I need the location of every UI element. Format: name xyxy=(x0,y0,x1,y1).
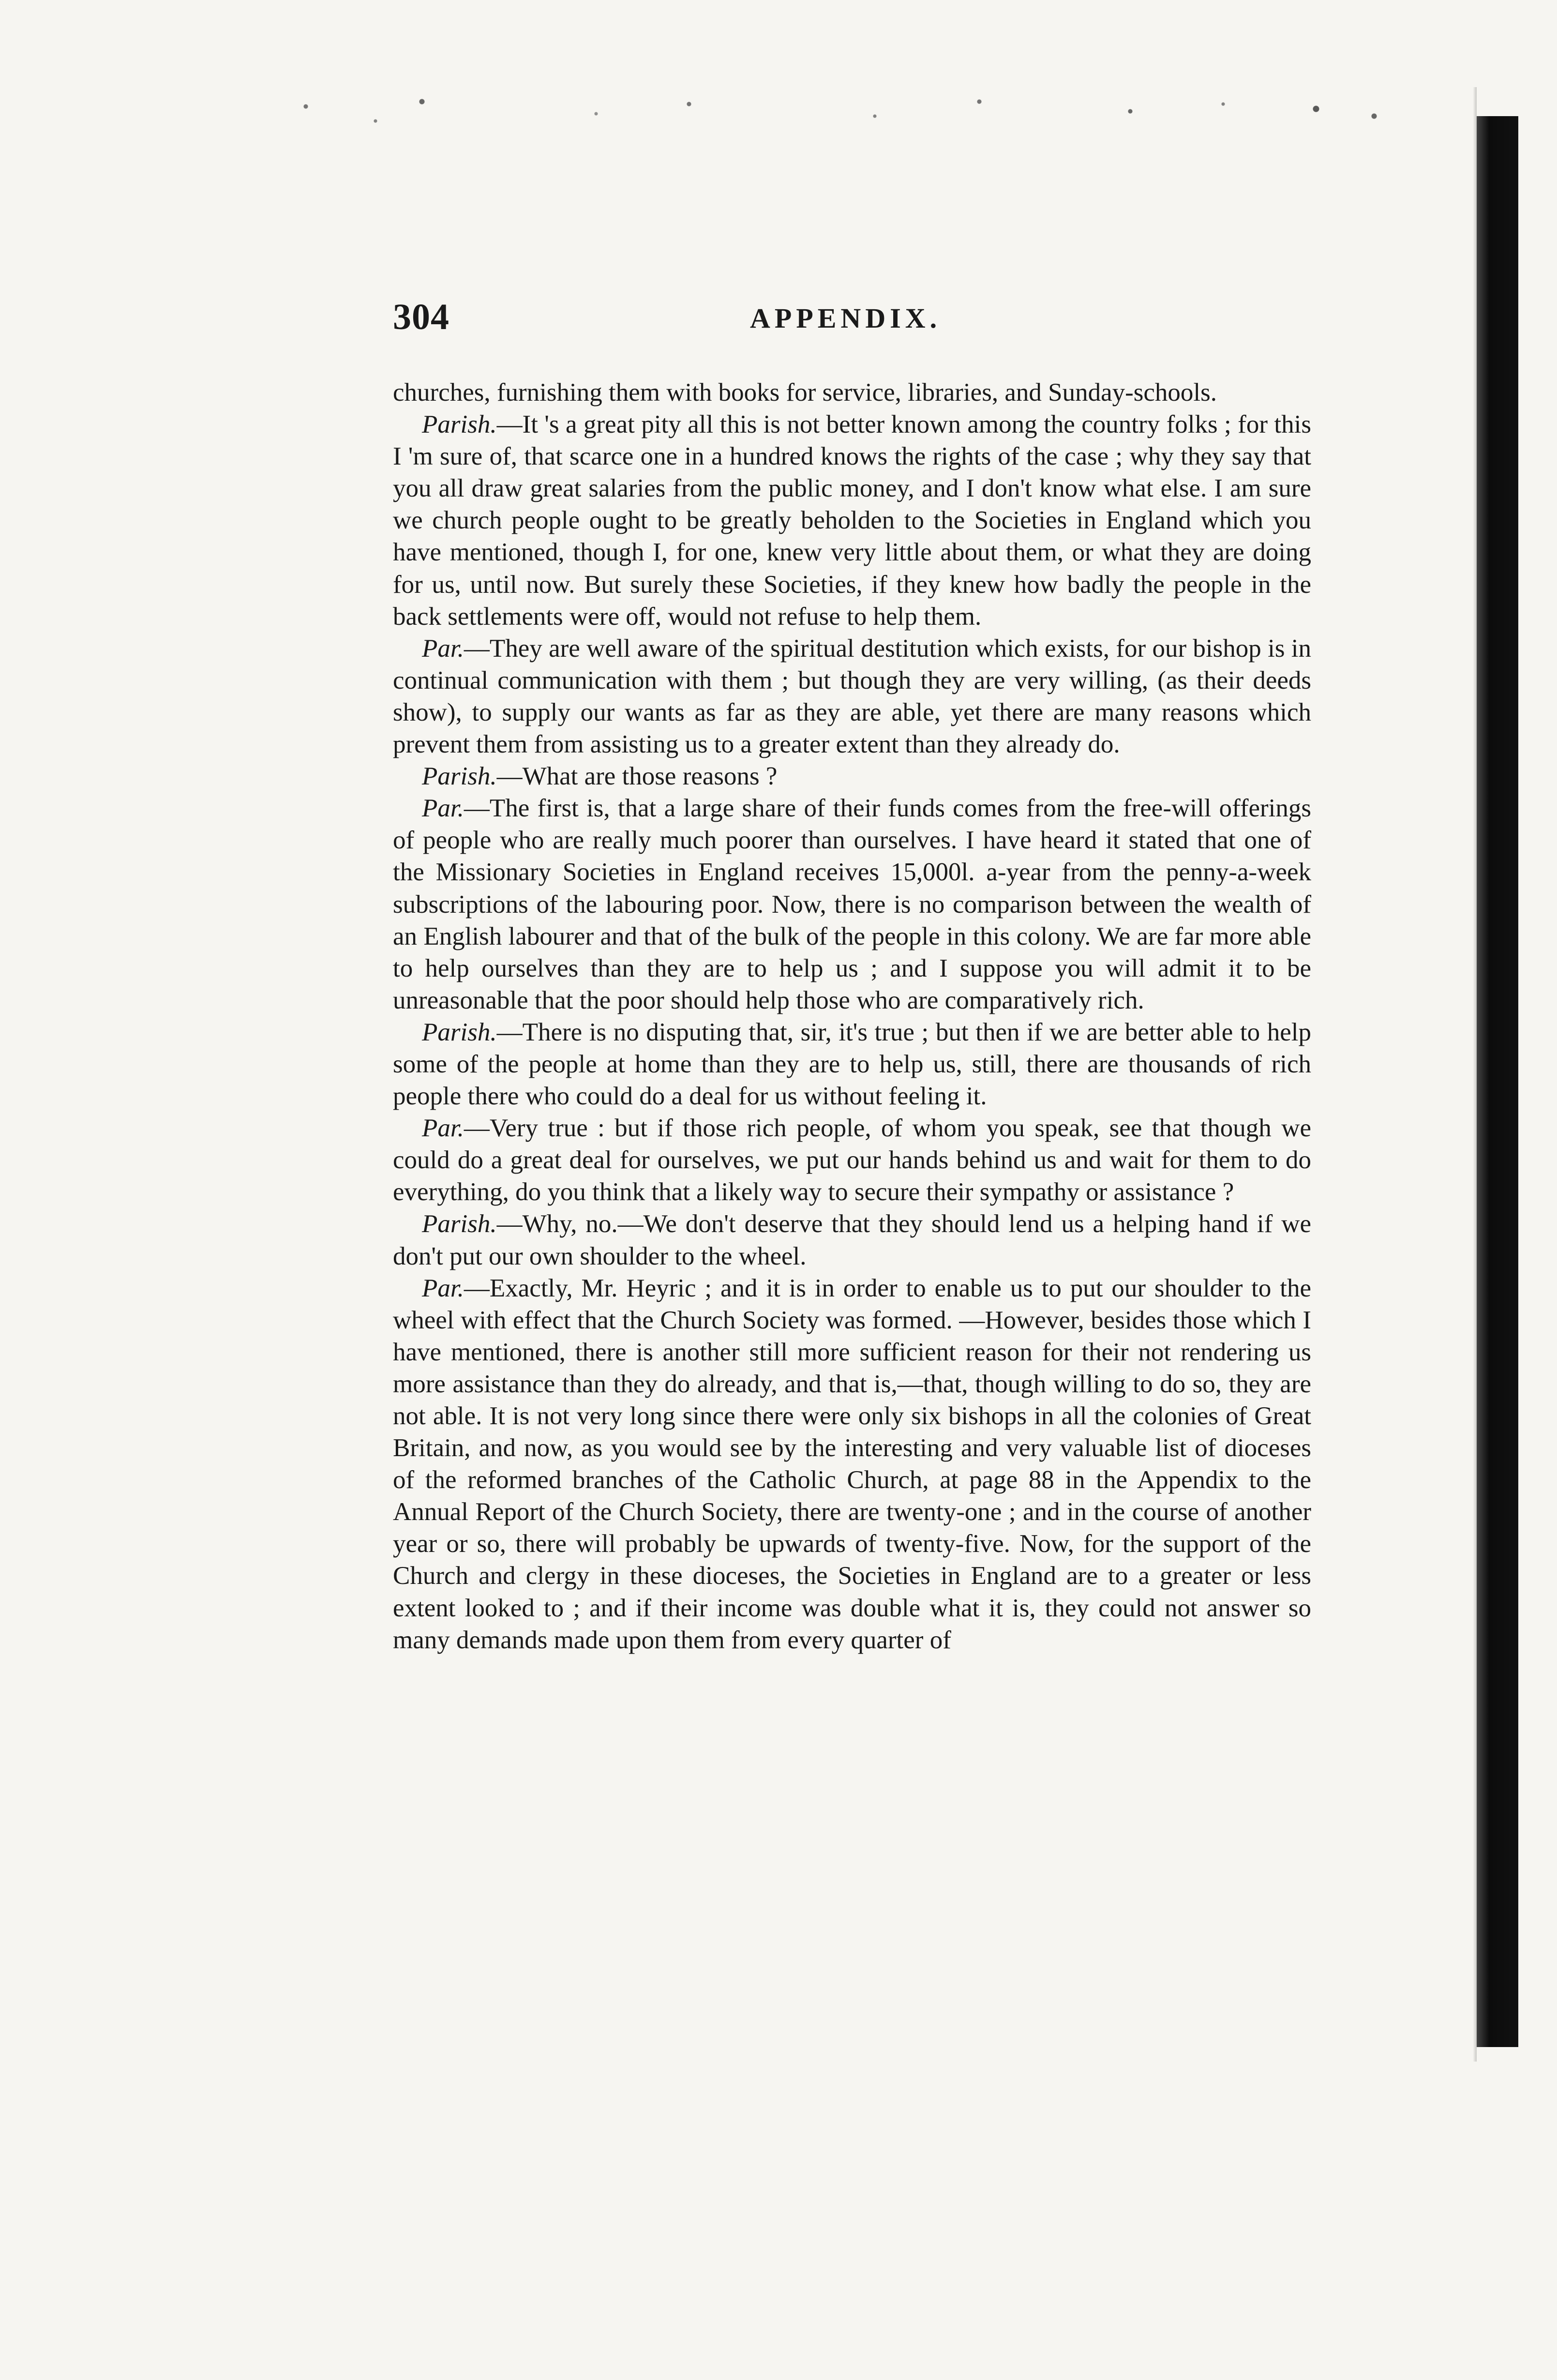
paragraph-text: —Exactly, Mr. Heyric ; and it is in order to enable us to put our shoulder to the wheel with effect that the Church Society was formed. —However, besides those which I have mentioned, there is another still more sufficient reason for their not rendering us more assistance than they do already, and that is,—that, though willing to do so, they are not able. It is not very long since there were only six bishops in all the colonies of Great Britain, and now, as you would see by the interesting and very valuable list of dioceses of the reformed branches of the Catholic Church, at page 88 in the Appendix to the Annual Report of the Church Society, there are twenty-one ; and in the course of another year or so, there will probably be upwards of twenty-five. Now, for the support of the Church and clergy in these dioceses, the Societies in England are to a greater or less extent looked to ; and if their income was double what it is, they could not answer so many demands made upon them from every quarter of xyxy=(393,1274,1311,1654)
scan-specks xyxy=(271,87,1432,136)
speaker-label: Parish. xyxy=(422,1210,497,1238)
speaker-label: Parish. xyxy=(422,410,497,439)
paragraph xyxy=(393,760,1311,792)
speaker-label: Par. xyxy=(422,634,464,663)
body-text xyxy=(393,377,1311,1656)
paragraph xyxy=(393,1272,1311,1656)
speaker-label: Par. xyxy=(422,1114,464,1143)
speaker-label: Parish. xyxy=(422,1018,497,1046)
paragraph-text: —Why, no.—We don't deserve that they should lend us a helping hand if we don't put our own shoulder to the wheel. xyxy=(393,1210,1311,1270)
paragraph xyxy=(393,1016,1311,1112)
speaker-label: Par. xyxy=(422,1274,464,1302)
paragraph xyxy=(393,633,1311,760)
paragraph xyxy=(393,1112,1311,1208)
paragraph xyxy=(393,792,1311,1016)
paragraph-text: —The first is, that a large share of their funds comes from the free-will offerings of people who are really much poorer than ourselves. I have heard it stated that one of the Missionary Societies in England receives 15,000l. a-year from the penny-a-week subscriptions of the labouring poor. Now, there is no comparison between the wealth of an English labourer and that of the bulk of the people in this colony. We are far more able to help ourselves than they are to help us ; and I suppose you will admit it to be unreasonable that the poor should help those who are comparatively rich. xyxy=(393,794,1311,1014)
paragraph-text: —They are well aware of the spiritual destitution which exists, for our bishop is in continual communication with them ; but though they are very willing, (as their deeds show), to supply our wants as far as they are able, yet there are many reasons which prevent them from assisting us to a greater extent than they already do. xyxy=(393,634,1311,759)
speaker-label: Par. xyxy=(422,794,464,823)
paragraph-text: —Very true : but if those rich people, of whom you speak, see that though we could do a great deal for ourselves, we put our hands behind us and wait for them to do everything, do you think that a likely way to secure their sympathy or assistance ? xyxy=(393,1114,1311,1206)
paragraph xyxy=(393,408,1311,633)
paragraph-text: —There is no disputing that, sir, it's true ; but then if we are better able to help some of the people at home than they are to help us, still, there are thousands of rich people there who could do a deal for us without feeling it. xyxy=(393,1018,1311,1111)
speaker-label: Parish. xyxy=(422,762,497,791)
page-header xyxy=(393,296,1311,345)
page-number: 304 xyxy=(393,297,449,337)
running-head: APPENDIX. xyxy=(750,302,942,334)
paragraph-text: —What are those reasons ? xyxy=(496,762,778,791)
paragraph-text: churches, furnishing them with books for service, libraries, and Sunday-schools. xyxy=(393,378,1217,407)
book-page-edge xyxy=(1477,116,1518,2047)
paragraph-text: —It 's a great pity all this is not better known among the country folks ; for this I 'm sure of, that scarce one in a hundred knows the rights of the case ; why they say that you all draw great salaries from the public money, and I don't know what else. I am sure we church people ought to be greatly beholden to the Societies in England which you have mentioned, though I, for one, knew very little about them, or what they are doing for us, until now. But surely these Societies, if they knew how badly the people in the back settlements were off, would not refuse to help them. xyxy=(393,410,1311,631)
page-edge-shadow xyxy=(1473,87,1477,2062)
paragraph xyxy=(393,377,1311,408)
paragraph xyxy=(393,1208,1311,1272)
